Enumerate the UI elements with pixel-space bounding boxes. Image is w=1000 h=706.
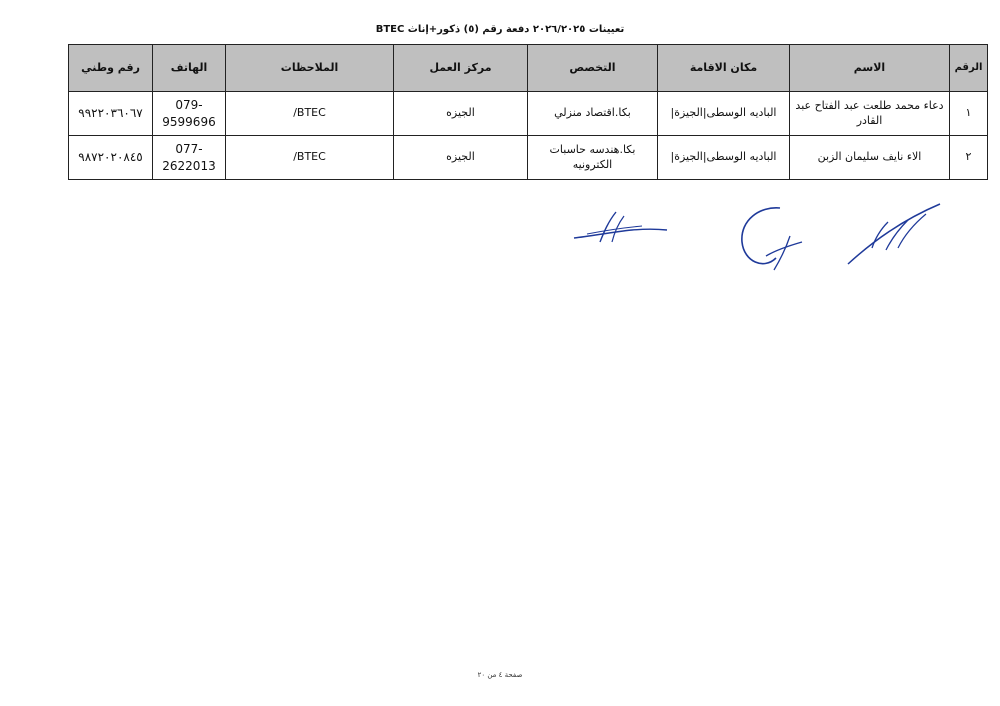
phone-line-1: 077- (175, 142, 203, 157)
cell-national-id: ٩٩٢٢٠٣٦٠٦٧ (69, 92, 153, 136)
header-workplace: مركز العمل (394, 45, 528, 92)
header-number: الرقم (950, 45, 988, 92)
cell-residence: الباديه الوسطى|الجيزة| (658, 92, 790, 136)
cell-name: دعاء محمد طلعت عبد الفتاح عبد القادر (790, 92, 950, 136)
cell-number: ١ (950, 92, 988, 136)
signature-3 (842, 198, 952, 270)
table-row (69, 136, 988, 180)
signature-2 (730, 200, 820, 280)
cell-notes: BTEC/ (226, 92, 394, 136)
cell-name: الاء نايف سليمان الزبن (790, 136, 950, 180)
header-phone: الهاتف (153, 45, 226, 92)
header-name: الاسم (790, 45, 950, 92)
cell-residence: الباديه الوسطى|الجيزة| (658, 136, 790, 180)
cell-national-id: ٩٨٧٢٠٢٠٨٤٥ (69, 136, 153, 180)
appointments-table (68, 44, 988, 180)
header-residence: مكان الاقامة (658, 45, 790, 92)
table-header-row (69, 45, 988, 92)
phone-line-1: 079- (175, 98, 203, 113)
table-row (69, 92, 988, 136)
cell-notes: BTEC/ (226, 136, 394, 180)
cell-phone (153, 136, 226, 180)
cell-phone (153, 92, 226, 136)
cell-specialization: بكا.هندسه حاسبات الكترونيه (528, 136, 658, 180)
cell-workplace: الجيزه (394, 92, 528, 136)
cell-number: ٢ (950, 136, 988, 180)
page-title: تعيينات ٢٠٢٦/٢٠٢٥ دفعة رقم (٥) ذكور+إناث BTEC (375, 24, 625, 35)
header-national-id: رقم وطني (69, 45, 153, 92)
cell-workplace: الجيزه (394, 136, 528, 180)
header-notes: الملاحظات (226, 45, 394, 92)
phone-line-2: 2622013 (162, 158, 216, 173)
header-specialization: التخصص (528, 45, 658, 92)
phone-line-2: 9599696 (162, 114, 216, 129)
signature-1 (572, 208, 672, 248)
cell-specialization: بكا.اقتصاد منزلي (528, 92, 658, 136)
page-footer: صفحة ٤ من ٢٠ (477, 671, 523, 679)
